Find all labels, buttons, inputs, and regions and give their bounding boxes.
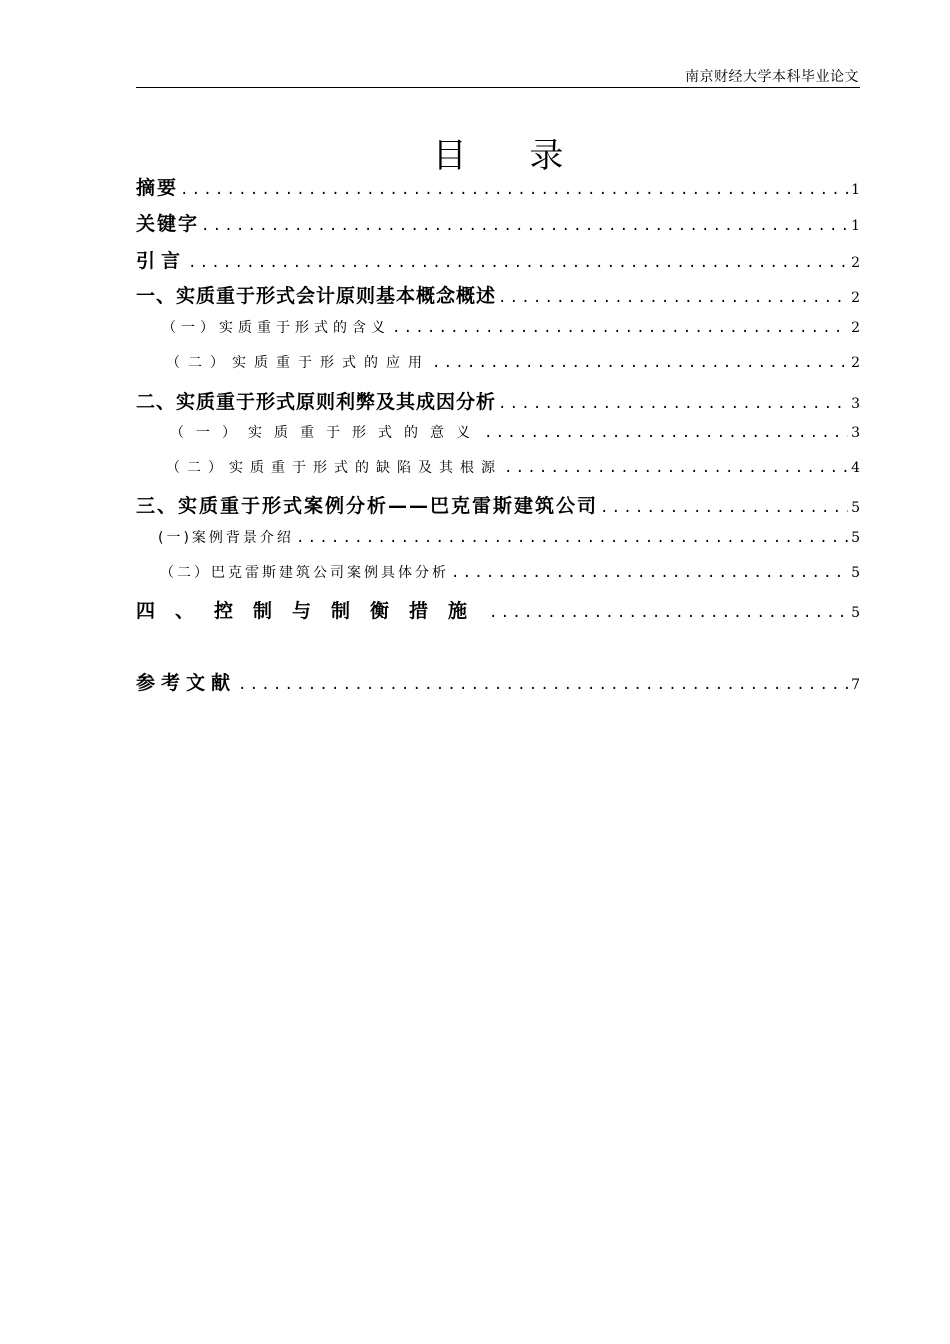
toc-entry-section-1-1[interactable] — [162, 317, 860, 347]
dot-leader — [238, 677, 848, 693]
toc-entry-section-3-1[interactable] — [158, 527, 860, 557]
dot-leader — [451, 565, 848, 581]
dot-leader — [432, 355, 848, 371]
toc-entry-label: 四、控制与制衡措施 — [136, 600, 488, 622]
toc-entry-section-3-2[interactable] — [160, 562, 860, 592]
toc-page-number: 5 — [851, 530, 860, 546]
toc-entry-chapter-3[interactable] — [136, 491, 860, 521]
dot-leader — [201, 218, 848, 234]
toc-entry-chapter-4[interactable] — [136, 596, 860, 626]
toc-page-number: 4 — [851, 460, 860, 476]
toc-page-number: 2 — [851, 290, 860, 306]
toc-entry-label: （二）实质重于形式的缺陷及其根源 — [166, 460, 502, 476]
toc-entry-section-2-2[interactable] — [166, 457, 860, 487]
toc-page-number: 3 — [851, 396, 860, 412]
toc-title: 目 录 — [432, 136, 590, 176]
toc-page-number: 5 — [851, 565, 860, 581]
toc-page-number: 5 — [851, 500, 860, 516]
toc-entry-label: 一、实质重于形式会计原则基本概念概述 — [136, 285, 497, 307]
toc-page-number: 2 — [851, 320, 860, 336]
toc-entry-references[interactable] — [136, 668, 860, 698]
toc-page-number: 1 — [851, 182, 860, 198]
toc-entry-label: (一)案例背景介绍 — [158, 530, 294, 546]
dot-leader — [498, 396, 848, 412]
dot-leader — [600, 500, 848, 516]
toc-entry-label: （二）实质重于形式的应用 — [166, 355, 430, 371]
toc-entry-label: （一）实质重于形式的意义 — [170, 425, 482, 441]
toc-page-number: 2 — [851, 255, 860, 271]
toc-entry-label: 关键字 — [136, 213, 200, 235]
toc-entry-chapter-2[interactable] — [136, 387, 860, 417]
dot-leader — [484, 425, 848, 441]
toc-entry-label: （二）巴克雷斯建筑公司案例具体分析 — [160, 565, 449, 581]
toc-entry-label: 参考文献 — [136, 672, 237, 694]
toc-entry-section-1-2[interactable] — [166, 352, 860, 382]
toc-entry-label: 摘要 — [136, 177, 179, 199]
toc-page-number: 1 — [851, 218, 860, 234]
running-header: 南京财经大学本科毕业论文 — [685, 69, 859, 85]
toc-entry-abstract[interactable] — [136, 173, 860, 203]
toc-entry-introduction[interactable] — [136, 246, 860, 276]
toc-entry-label: （一）实质重于形式的含义 — [162, 320, 390, 336]
toc-page-number: 5 — [851, 605, 860, 621]
toc-page-number: 7 — [851, 677, 860, 693]
toc-entry-label: 三、实质重于形式案例分析——巴克雷斯建筑公司 — [136, 495, 599, 517]
toc-entry-keywords[interactable] — [136, 209, 860, 239]
header-divider — [136, 87, 860, 88]
toc-page-number: 3 — [851, 425, 860, 441]
toc-entry-label: 引言 — [136, 250, 187, 272]
dot-leader — [504, 460, 848, 476]
toc-page-number: 2 — [851, 355, 860, 371]
toc-entry-chapter-1[interactable] — [136, 281, 860, 311]
toc-entry-label: 二、实质重于形式原则利弊及其成因分析 — [136, 391, 497, 413]
dot-leader — [489, 605, 848, 621]
dot-leader — [180, 182, 848, 198]
dot-leader — [296, 530, 848, 546]
dot-leader — [392, 320, 848, 336]
toc-entry-section-2-1[interactable] — [170, 422, 860, 452]
dot-leader — [498, 290, 848, 306]
dot-leader — [188, 255, 848, 271]
